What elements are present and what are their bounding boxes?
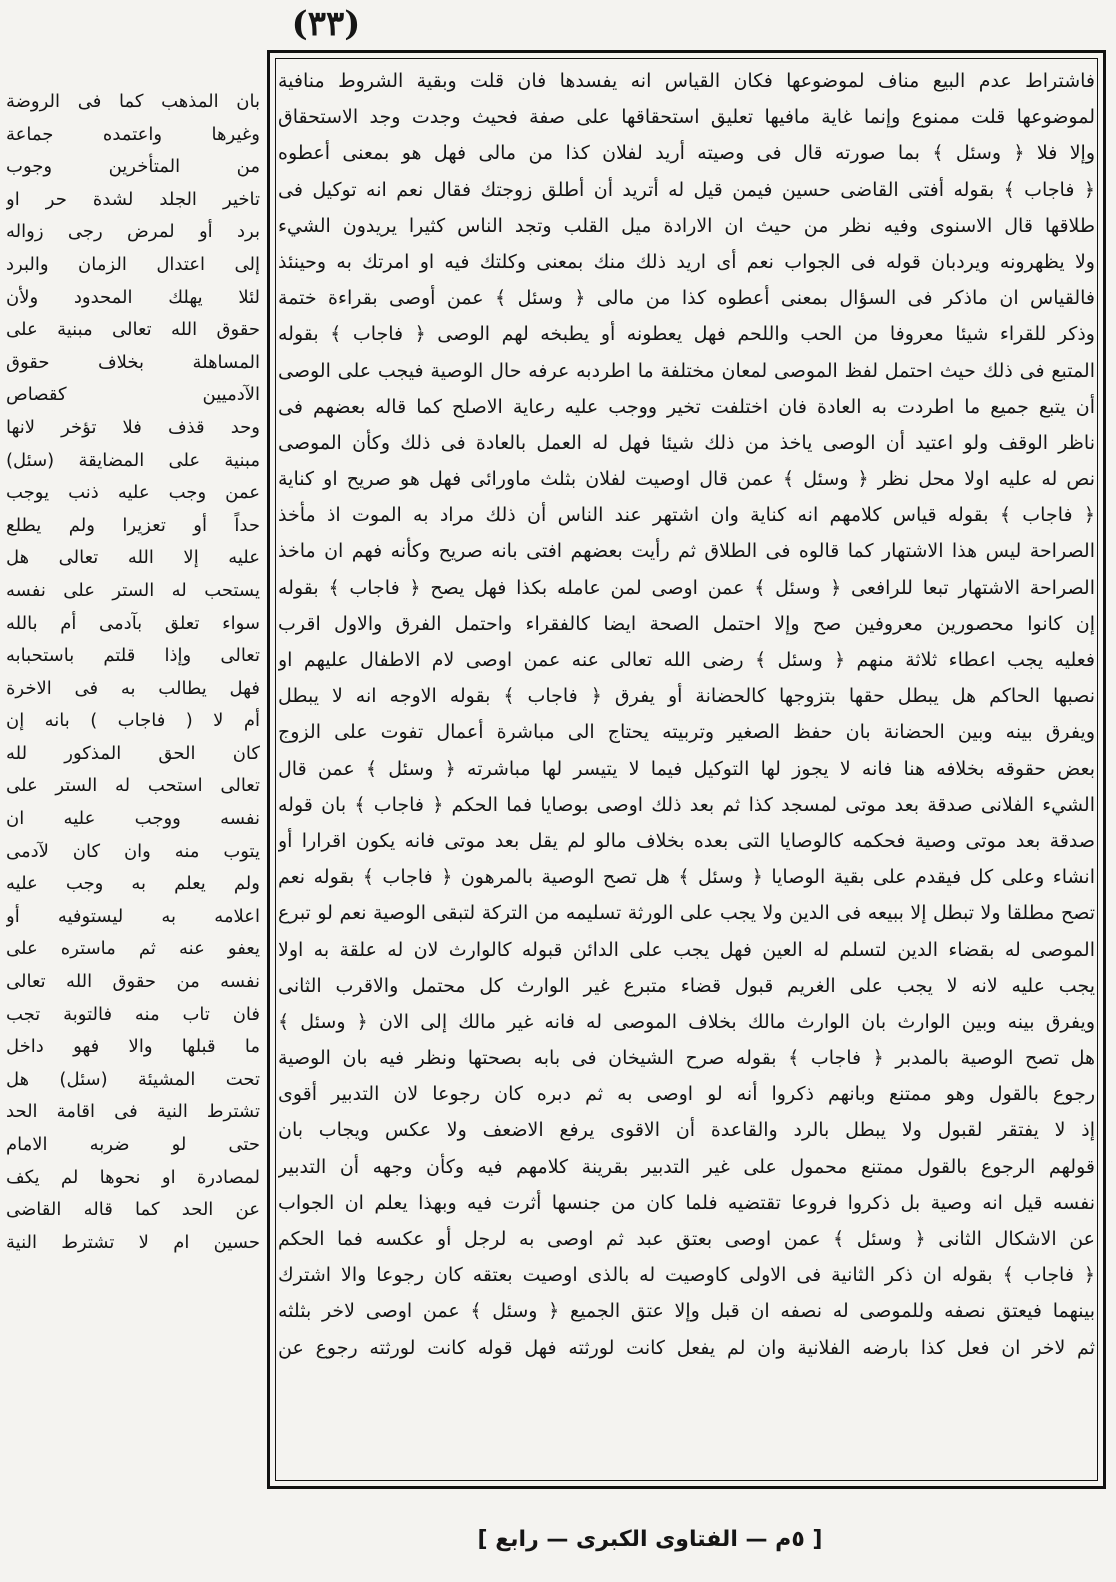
- margin-text-line: يستحب له الستر على نفسه: [6, 579, 260, 601]
- main-text-line: أن يتبع جميع ما اطردت به العادة فان اختلفت تخير ووجب عليه رعاية الاصلح كما قاله بعضهم فى: [278, 395, 1095, 418]
- margin-text-line: تحت المشيئة (سئل) هل: [6, 1068, 260, 1090]
- margin-text-line: فان تاب منه فالتوبة تجب: [6, 1003, 260, 1025]
- margin-text-line: عمن وجب عليه ذنب يوجب: [6, 482, 260, 504]
- margin-text-line: تشترط النية فى اقامة الحد: [6, 1101, 260, 1123]
- margin-text-line: مبنية على المضايقة (سئل): [6, 449, 260, 471]
- main-text-line: ثم لاخر ان فعل كذا بارضه الفلانية وان لم يفعل كانت لورثته فهل قوله كانت لورثته رجوع عن: [278, 1336, 1095, 1359]
- main-text-line: بينهما فيعتق نصفه وللموصى له نصفه ان قبل وإلا عتق الجميع ﴿ وسئل ﴾ عمن اوصى لاخر بثلثه: [278, 1300, 1095, 1323]
- main-text-line: ﴿ فاجاب ﴾ بقوله قياس كلامهم انه كناية وان اشتهر عند الناس أن ذلك مراد به الموت اذ مأخذ: [278, 504, 1095, 527]
- main-text-line: إذ لا يفتقر لقبول ولا يبطل بالرد والقاعدة أن الاقوى يرفع الاضعف ولا عكس ويجاب بان: [278, 1119, 1095, 1142]
- margin-text-line: حقوق الله تعالى مبنية على: [6, 319, 260, 341]
- main-text-line: إن كانوا محصورين معروفين صح وإلا احتمل الصحة ايضا كالفقراء واحتمل الفرق والاول اقرب: [278, 612, 1095, 635]
- main-text-line: قولهم الرجوع بالقول ممتنع محمول على غير التدبير بقرينة كلامهم فيه وكأن وجهه أن التدبير: [278, 1155, 1095, 1178]
- main-text-line: الموصى له بقضاء الدين لتسلم له العين فهل يجب على الدائن قبوله كالوارث لان له علقة به اولا: [278, 938, 1095, 961]
- margin-text-line: ما قبلها والا فهو داخل: [6, 1036, 260, 1058]
- margin-text-line: لمصادرة او نحوها لم يكف: [6, 1166, 260, 1188]
- main-text-line: ولا يظهرونه ويردبان قوله فى الجواب نعم أى اريد ذلك منك بمعنى وكلتك فيه او امرتك به وحينئذ: [278, 250, 1095, 273]
- margin-text-line: لئلا يهلك المحدود ولأن: [6, 286, 260, 308]
- margin-text-line: إلى اعتدال الزمان والبرد: [6, 253, 260, 275]
- main-text-line: يجب عليه لانه لا يجب على الغريم قبول قضاء متبرع غير الوارث كل محتمل والاقرب الثانى: [278, 974, 1095, 997]
- main-text-line: بعض حقوقه بخلافه هنا فانه لا يجوز لها التوكيل فيما لا يتيسر لها مباشرته ﴿ وسئل ﴾ عمن قال: [278, 757, 1095, 780]
- main-text-line: تصح مطلقا ولا تبطل إلا ببيعه فى الدين ولا يجب على الورثة تسليمه من التركة لتبقى الوصية نعم لو تبرع: [278, 902, 1095, 925]
- margin-text-line: حسين ام لا تشترط النية: [6, 1231, 260, 1253]
- margin-text-line: عليه إلا الله تعالى هل: [6, 547, 260, 569]
- main-text-line: ﴿ فاجاب ﴾ بقوله أفتى القاضى حسين فيمن قيل له أتريد أن أطلق زوجتك فقال نعم انه توكيل فى: [278, 178, 1095, 201]
- main-text-line: الصراحة ليس هذا الاشتهار كما قالوه فى الطلاق ثم رأيت بعضهم افتى بانه صريح وكأنه فهم ان ماخذ: [278, 540, 1095, 563]
- margin-text-line: نفسه من حقوق الله تعالى: [6, 971, 260, 993]
- margin-text-line: اعلامه به ليستوفيه أو: [6, 905, 260, 927]
- main-text-line: ﴿ فاجاب ﴾ بقوله ان ذكر الثانية فى الاولى كاوصيت له بالذى اوصيت بعتقه كان رجوعا والا اشترك: [278, 1264, 1095, 1287]
- main-text-frame: [267, 50, 1106, 1489]
- main-text-line: نصبها الحاكم هل يبطل حقها بتزوجها كالحضانة أو يفرق ﴿ فاجاب ﴾ بقوله الاوجه انه لا يبطل: [278, 685, 1095, 708]
- margin-text-line: حداً أو تعزيرا ولم يطلع: [6, 514, 260, 536]
- main-text-line: نص له عليه اولا محل نظر ﴿ وسئل ﴾ عمن قال اوصيت لفلان بثلث ماورائى فهل هو صريح او كناية: [278, 468, 1095, 491]
- main-text-line: لموضوعها قلت ممنوع وإنما غاية مافيها تعليق استحقاقها على صفة فحيث وجدت وجد الاستحقاق: [278, 106, 1095, 129]
- main-text-line: نفسه قيل انه وصية بل ذكروا فروعا تقتضيه فلما كان من جنسها أثرت فيه وبهذا يعلم ان الجواب: [278, 1191, 1095, 1214]
- page-number: (٣٣): [291, 4, 361, 44]
- main-text-line: طلاقها قال الاسنوى وفيه نظر من حيث ان الارادة ميل القلب وتجد الناس كثيرا يريدون الشيء: [278, 214, 1095, 237]
- margin-text-line: من المتأخرين وجوب: [6, 156, 260, 178]
- margin-text-line: حتى لو ضربه الامام: [6, 1134, 260, 1155]
- main-text-block: [278, 63, 1095, 1476]
- margin-text-line: يعفو عنه ثم ماستره على: [6, 938, 260, 960]
- main-text-line: المتبع فى ذلك حيث احتمل لفظ الموصى لمعان مختلفة ما اطردبه عرفه حال الوصية فيجب على الوصى: [278, 359, 1095, 382]
- main-text-line: ناظر الوقف ولو اعتيد أن الوصى ياخذ من ذلك شيئا فهل له العمل بالعادة فى ذلك وكأن الموصى: [278, 431, 1095, 454]
- margin-text-line: عن الحد كما قاله القاضى: [6, 1199, 260, 1221]
- margin-text-line: يتوب منه وان كان لآدمى: [6, 840, 260, 862]
- main-text-line: انشاء وعلى كل فيقدم على بقية الوصايا ﴿ وسئل ﴾ هل تصح الوصية بالمرهون ﴿ فاجاب ﴾ بقوله نعم: [278, 866, 1095, 889]
- main-text-line: عن الاشكال الثانى ﴿ وسئل ﴾ عمن اوصى بعتق عبد ثم اوصى به لرجل أو عكسه فما الحكم: [278, 1228, 1095, 1250]
- main-text-line: رجوع بالقول وهو ممتنع وبانهم ذكروا أنه لو اوصى به ثم دبره كان رجوعا لان التدبير أقوى: [278, 1083, 1095, 1106]
- margin-text-line: تعالى استحب له الستر على: [6, 775, 260, 797]
- margin-text-line: كان الحق المذكور لله: [6, 742, 260, 764]
- margin-commentary-column: [6, 86, 260, 1386]
- book-title-footer: [ ٥م — الفتاوى الكبرى — رابع ]: [477, 1527, 823, 1552]
- margin-text-line: تاخير الجلد لشدة حر او: [6, 188, 260, 210]
- main-text-line: ويفرق بينه وبين الحضانة بان حفظ الصغير وتربيته يحتاج الى مباشرة أعمال تفوت على الزوج: [278, 721, 1095, 744]
- margin-text-line: نفسه ووجب عليه ان: [6, 808, 260, 830]
- margin-text-line: تعالى وإذا قلتم باستحبابه: [6, 645, 260, 667]
- margin-text-line: المساهلة بخلاف حقوق: [6, 351, 260, 373]
- margin-text-line: برد أو لمرض رجى زواله: [6, 221, 260, 243]
- margin-text-line: وغيرها واعتمده جماعة: [6, 123, 260, 145]
- main-text-line: وإلا فلا ﴿ وسئل ﴾ بما صورته قال فى وصيته أريد لفلان كذا من مالى فهل هو بمعنى أعطوه: [278, 142, 1095, 165]
- margin-text-line: وحد قذف فلا تؤخر لانها: [6, 416, 260, 438]
- margin-text-line: بان المذهب كما فى الروضة: [6, 91, 260, 112]
- margin-text-line: ولم يعلم به وجب عليه: [6, 873, 260, 895]
- main-text-line: وذكر للقراء شيئا معروفا من الحب واللحم فهل يعطونه أو يطبخه لهم الوصى ﴿ فاجاب ﴾ بقوله: [278, 323, 1095, 346]
- margin-text-line: فهل يطالب به فى الاخرة: [6, 677, 260, 699]
- main-text-line: فالقياس ان ماذكر فى السؤال بمعنى أعطوه كذا من مالى ﴿ وسئل ﴾ عمن أوصى بقراءة ختمة: [278, 287, 1095, 310]
- main-text-line: صدقة بعد موتى وصية فحكمه كالوصايا التى بعده بخلاف مالو لم يقل بعد موتى فانه يكون اقرارا أو: [278, 829, 1095, 852]
- main-text-line: ويفرق بينه وبين الوارث بان الوارث مالك بخلاف الموصى له فانه غير مالك إلى الان ﴿ وسئل ﴾: [278, 1010, 1095, 1033]
- main-text-line: فعليه يجب اعطاء ثلاثة منهم ﴿ وسئل ﴾ رضى الله تعالى عنه عمن اوصى لام الاطفال عليهم او: [278, 649, 1095, 671]
- main-text-line: الصراحة الاشتهار تبعا للرافعى ﴿ وسئل ﴾ عمن اوصى لمن عامله بكذا فهل يصح ﴿ فاجاب ﴾ بقوله: [278, 576, 1095, 599]
- margin-text-line: أم لا ( فاجاب ) بانه إن: [6, 710, 260, 732]
- margin-text-line: سواء تعلق بآدمى أم بالله: [6, 612, 260, 634]
- main-text-line: الشيء الفلانى صدقة بعد موتى لمسجد كذا ثم بعد ذلك اوصى بوصايا فما الحكم ﴿ فاجاب ﴾ بان قوله: [278, 793, 1095, 816]
- margin-text-line: الآدميين كقصاص: [6, 384, 260, 406]
- main-text-line: فاشتراط عدم البيع مناف لموضوعها فكان القياس انه يفسدها فان قلت وبقية الشروط منافية: [278, 70, 1095, 92]
- main-text-line: هل تصح الوصية بالمدبر ﴿ فاجاب ﴾ بقوله صرح الشيخان فى بابه بصحتها ونظر فيه بان الوصية: [278, 1047, 1095, 1070]
